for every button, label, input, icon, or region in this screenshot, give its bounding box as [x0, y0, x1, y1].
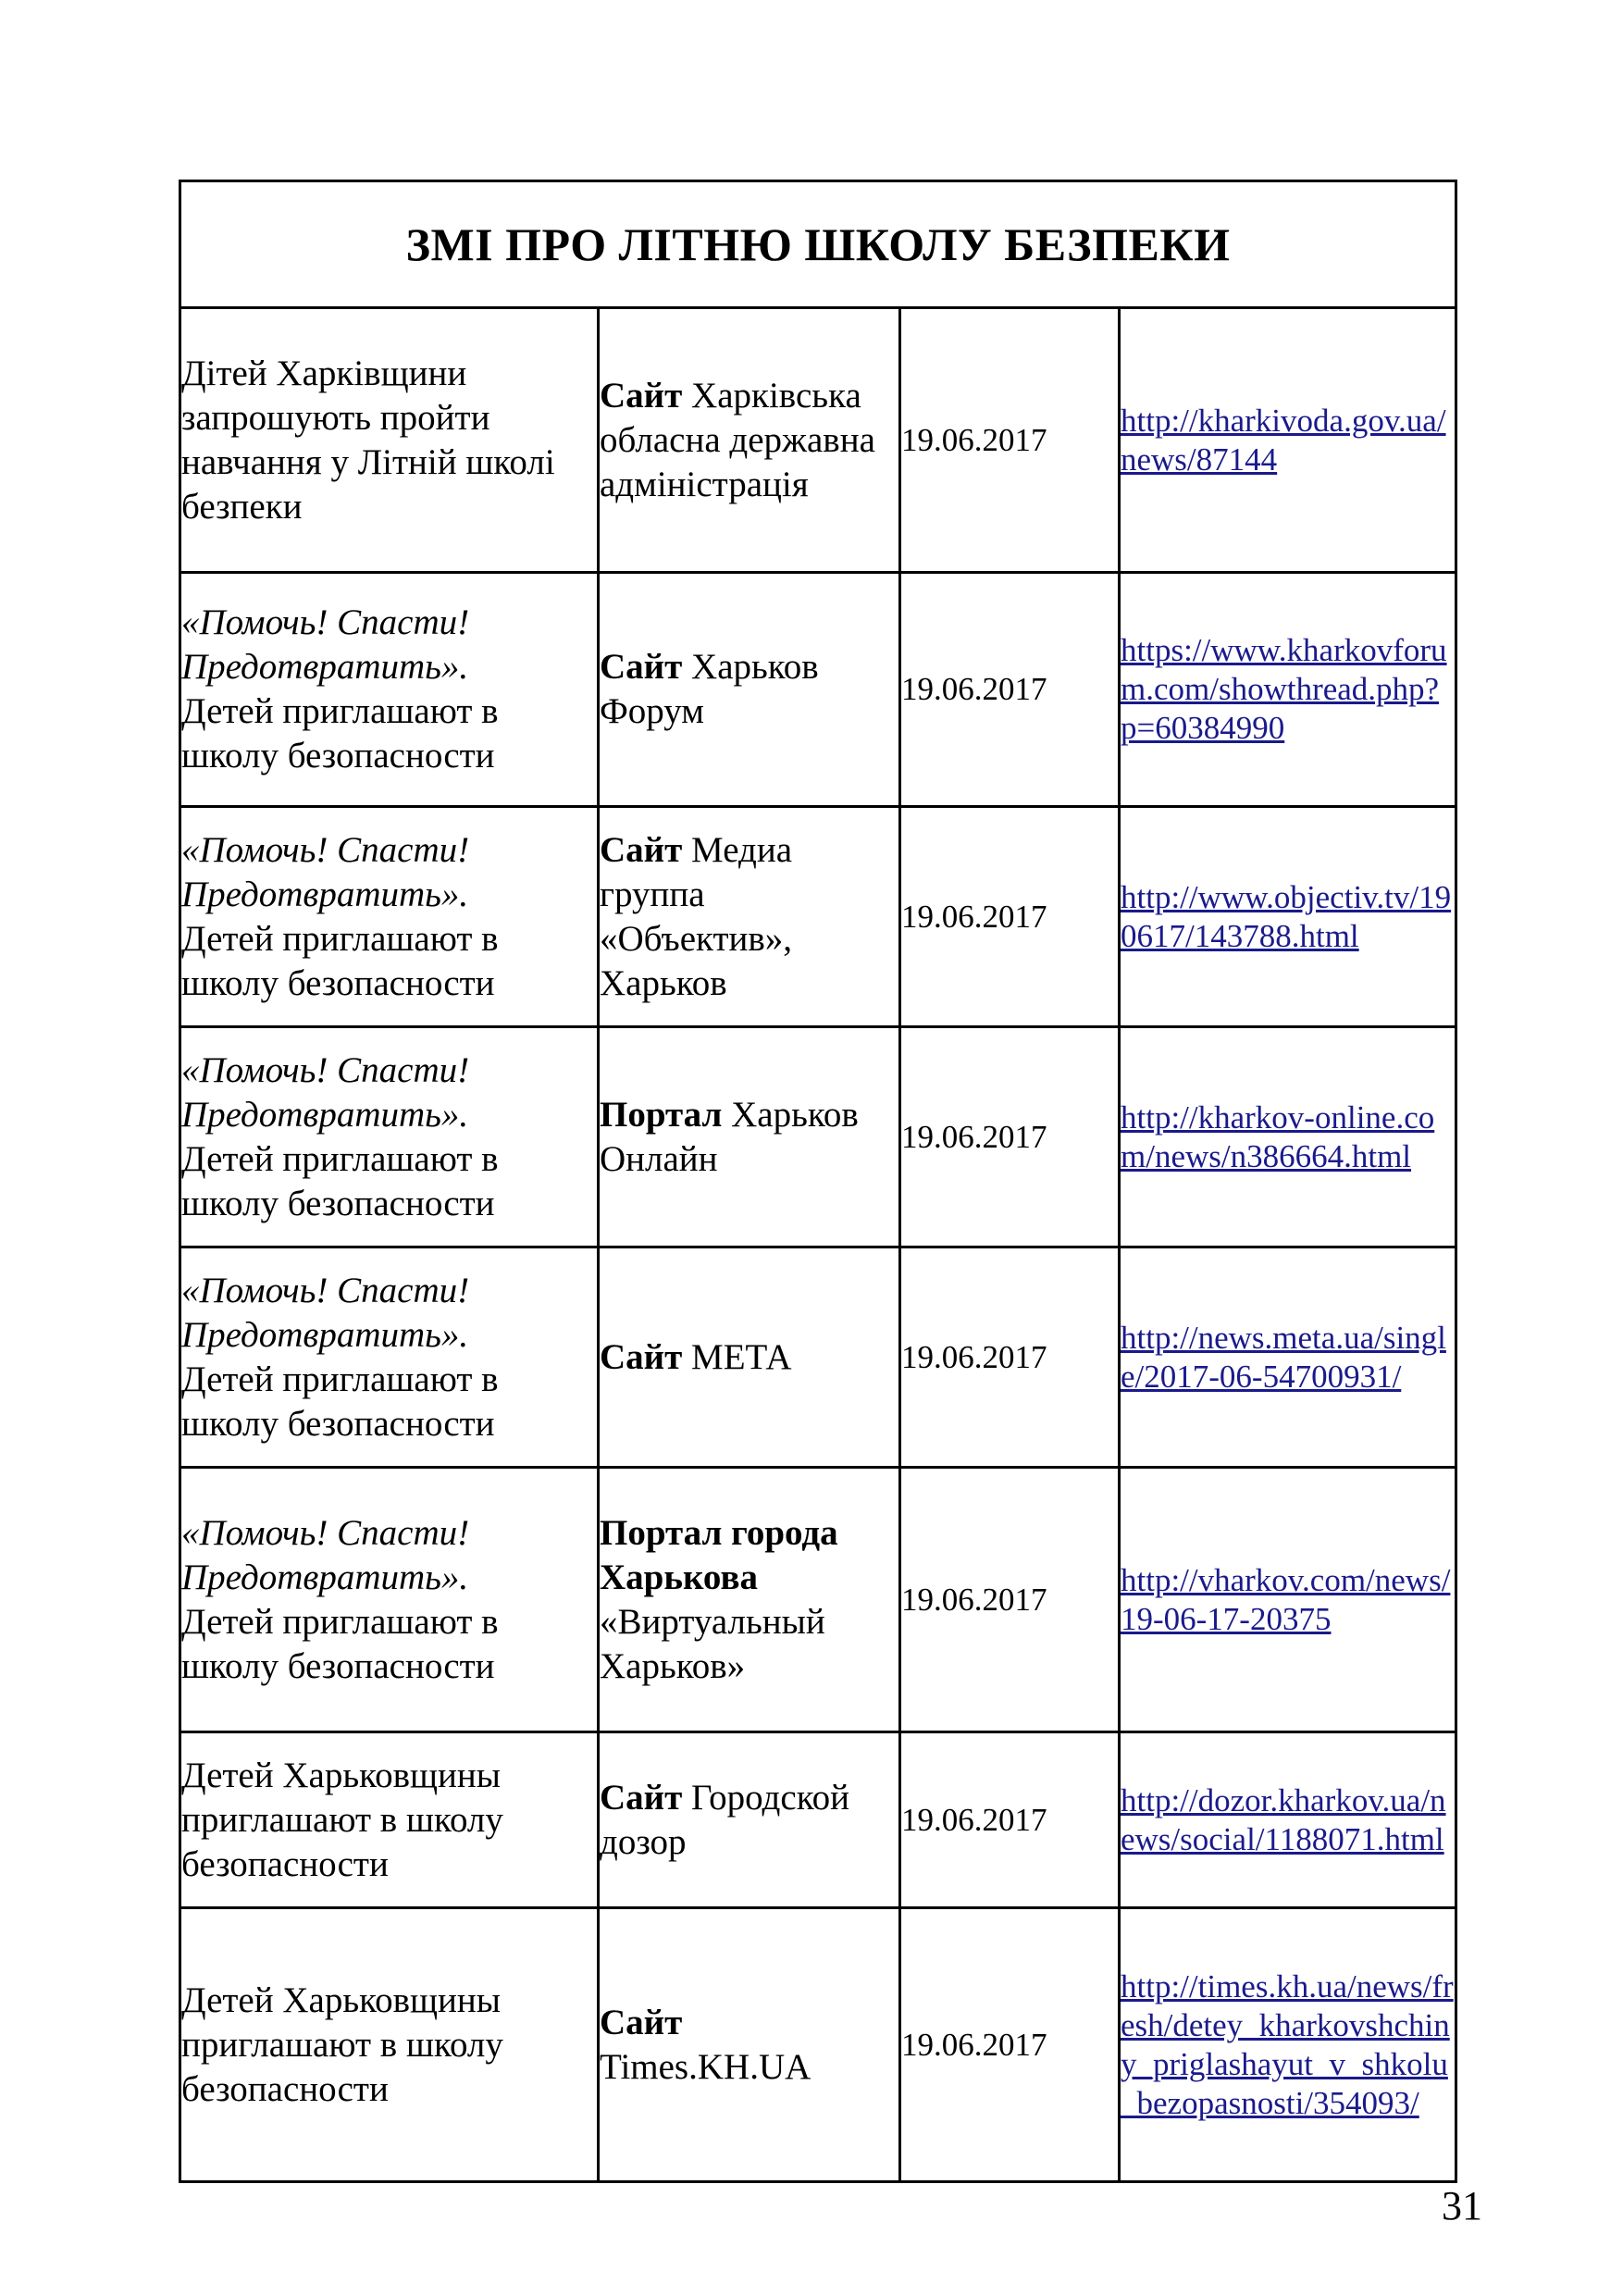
source-name: Харьков Форум: [600, 647, 819, 731]
table-row: [180, 1247, 1456, 1468]
source-cell: [599, 1247, 900, 1468]
headline-cell: [180, 1247, 599, 1468]
article-link[interactable]: http://kharkov-online.com/news/n386664.html: [1121, 1098, 1435, 1174]
source-cell: [599, 1027, 900, 1247]
source-name: Харьков Онлайн: [600, 1094, 859, 1179]
article-link[interactable]: http://news.meta.ua/single/2017-06-54700931/: [1121, 1319, 1446, 1395]
source-cell: [599, 1908, 900, 2182]
date-cell: 19.06.2017: [900, 807, 1120, 1027]
source-cell: [599, 1732, 900, 1908]
headline-cell: [180, 1027, 599, 1247]
url-cell: [1120, 308, 1456, 573]
source-type: Сайт: [600, 1777, 683, 1818]
media-coverage-table: [179, 180, 1457, 2183]
table-row: [180, 1468, 1456, 1732]
source-type: Сайт: [600, 829, 683, 870]
url-cell: [1120, 1468, 1456, 1732]
url-cell: [1120, 1908, 1456, 2182]
article-link[interactable]: http://kharkivoda.gov.ua/news/87144: [1121, 402, 1446, 478]
headline-text: Детей приглашают в школу безопасности: [181, 1359, 499, 1444]
source-type: Портал: [600, 1094, 723, 1135]
headline-italic: «Помочь! Спасти! Предотвратить».: [181, 1512, 470, 1597]
date-cell: 19.06.2017: [900, 308, 1120, 573]
source-name: Медиа группа «Объектив», Харьков: [600, 829, 793, 1003]
url-cell: [1120, 1247, 1456, 1468]
table-row: [180, 308, 1456, 573]
table-row: [180, 807, 1456, 1027]
date-cell: 19.06.2017: [900, 1247, 1120, 1468]
headline-cell: [180, 1468, 599, 1732]
article-link[interactable]: http://www.objectiv.tv/190617/143788.html: [1121, 878, 1452, 954]
url-cell: [1120, 573, 1456, 807]
table-title: ЗМІ ПРО ЛІТНЮ ШКОЛУ БЕЗПЕКИ: [180, 181, 1456, 308]
headline-italic: «Помочь! Спасти! Предотвратить».: [181, 1049, 470, 1135]
source-name: Times.KH.UA: [600, 2046, 812, 2087]
table-row: [180, 573, 1456, 807]
article-link[interactable]: http://dozor.kharkov.ua/news/social/1188071.html: [1121, 1781, 1446, 1857]
source-cell: [599, 573, 900, 807]
source-name: МЕТА: [691, 1336, 792, 1377]
source-type: Сайт: [600, 647, 683, 687]
article-link[interactable]: http://times.kh.ua/news/fresh/detey_kharkovshchiny_priglashayut_v_shkolu_bezopasnosti/354093/: [1121, 1967, 1454, 2121]
table-title-row: [180, 181, 1456, 308]
date-cell: 19.06.2017: [900, 1908, 1120, 2182]
url-cell: [1120, 1027, 1456, 1247]
table-row: [180, 1732, 1456, 1908]
source-name: Харківська обласна державна адміністрація: [600, 375, 875, 504]
headline-cell: [180, 1908, 599, 2182]
headline-text: Детей Харьковщины приглашают в школу безопасности: [181, 1755, 503, 1884]
article-link[interactable]: http://vharkov.com/news/19-06-17-20375: [1121, 1561, 1451, 1637]
headline-cell: [180, 1732, 599, 1908]
url-cell: [1120, 1732, 1456, 1908]
source-name: «Виртуальный Харьков»: [600, 1601, 825, 1686]
date-cell: 19.06.2017: [900, 1468, 1120, 1732]
page-number: 31: [1442, 2183, 1482, 2228]
url-cell: [1120, 807, 1456, 1027]
date-cell: 19.06.2017: [900, 1732, 1120, 1908]
source-name: Городской дозор: [600, 1777, 850, 1862]
headline-italic: «Помочь! Спасти! Предотвратить».: [181, 1270, 470, 1355]
headline-cell: [180, 308, 599, 573]
source-type: Сайт: [600, 375, 683, 416]
headline-text: Детей приглашают в школу безопасности: [181, 1601, 499, 1686]
headline-text: Дітей Харківщини запрошують пройти навчання у Літній школі безпеки: [181, 353, 555, 527]
date-cell: 19.06.2017: [900, 1027, 1120, 1247]
article-link[interactable]: https://www.kharkovforum.com/showthread.php?p=60384990: [1121, 632, 1447, 746]
source-type: Портал города Харькова: [600, 1512, 838, 1597]
source-cell: [599, 807, 900, 1027]
headline-text: Детей приглашают в школу безопасности: [181, 918, 499, 1003]
table-body: [180, 308, 1456, 2182]
source-cell: [599, 1468, 900, 1732]
headline-text: Детей приглашают в школу безопасности: [181, 691, 499, 776]
source-type: Сайт: [600, 1336, 683, 1377]
table-row: [180, 1908, 1456, 2182]
headline-italic: «Помочь! Спасти! Предотвратить».: [181, 829, 470, 914]
headline-text: Детей Харьковщины приглашают в школу безопасности: [181, 1980, 503, 2109]
headline-text: Детей приглашают в школу безопасности: [181, 1138, 499, 1223]
table-row: [180, 1027, 1456, 1247]
source-cell: [599, 308, 900, 573]
source-type: Сайт: [600, 2002, 683, 2042]
headline-italic: «Помочь! Спасти! Предотвратить».: [181, 602, 470, 687]
date-cell: 19.06.2017: [900, 573, 1120, 807]
headline-cell: [180, 807, 599, 1027]
headline-cell: [180, 573, 599, 807]
